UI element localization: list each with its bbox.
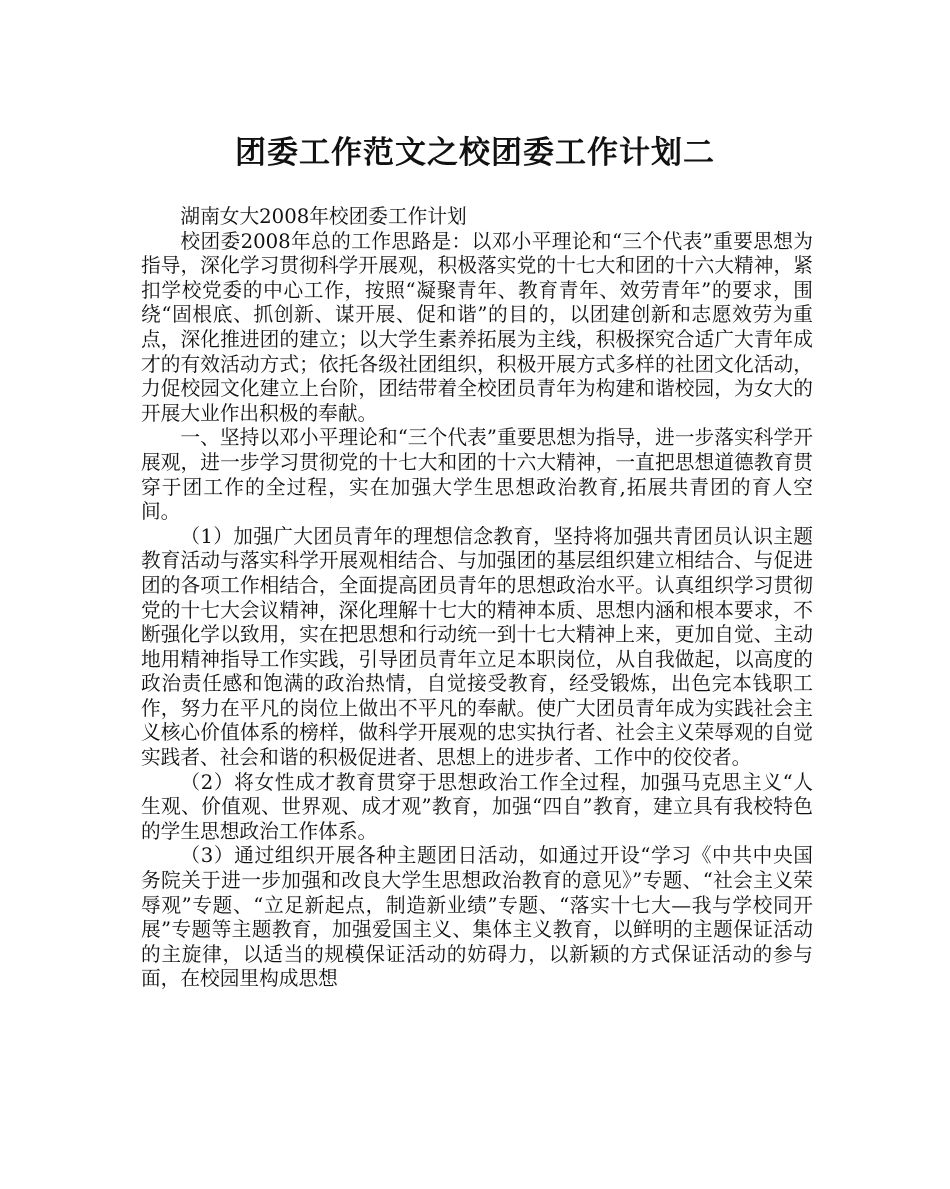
paragraph-overall-approach: 校团委2008年总的工作思路是：以邓小平理论和“三个代表”重要思想为指导，深化学习贯彻科学开展观，积极落实党的十七大和团的十六大精神，紧扣学校党委的中心工作，按照“凝聚青年、教育青年、效劳青年”的要求，围绕“固根底、抓创新、谋开展、促和谐”的目的，以团建创新和志愿效劳为重点，深化推进团的建立；以大学生素养拓展为主线，积极探究合适广大青年成才的有效活动方式；依托各级社团组织，积极开展方式多样的社团文化活动，力促校园文化建立上台阶，团结带着全校团员青年为构建和谐校园，为女大的开展大业作出积极的奉献。 bbox=[141, 229, 813, 425]
document-body bbox=[141, 205, 813, 992]
paragraph-item-3: （3）通过组织开展各种主题团日活动，如通过开设“学习《中共中央国务院关于进一步加强和改良大学生思想政治教育的意见》”专题、“社会主义荣辱观”专题、“立足新起点，制造新业绩”专题、“落实十七大—我与学校同开展”专题等主题教育，加强爱国主义、集体主义教育，以鲜明的主题保证活动的主旋律，以适当的规模保证活动的妨碍力，以新颖的方式保证活动的参与面，在校园里构成思想 bbox=[141, 844, 813, 991]
paragraph-item-1: （1）加强广大团员青年的理想信念教育，坚持将加强共青团员认识主题教育活动与落实科学开展观相结合、与加强团的基层组织建立相结合、与促进团的各项工作相结合，全面提高团员青年的思想政治水平。认真组织学习贯彻党的十七大会议精神，深化理解十七大的精神本质、思想内涵和根本要求，不断强化学以致用，实在把思想和行动统一到十七大精神上来，更加自觉、主动地用精神指导工作实践，引导团员青年立足本职岗位，从自我做起，以高度的政治责任感和饱满的政治热情，自觉接受教育，经受锻炼，出色完本钱职工作，努力在平凡的岗位上做出不平凡的奉献。使广大团员青年成为实践社会主义核心价值体系的榜样，做科学开展观的忠实执行者、社会主义荣辱观的自觉实践者、社会和谐的积极促进者、思想上的进步者、工作中的佼佼者。 bbox=[141, 524, 813, 770]
document-title: 团委工作范文之校团委工作计划二 bbox=[235, 135, 715, 171]
paragraph-item-2: （2）将女性成才教育贯穿于思想政治工作全过程，加强马克思主义“人生观、价值观、世界观、成才观”教育，加强“四自”教育，建立具有我校特色的学生思想政治工作体系。 bbox=[141, 770, 813, 843]
paragraph-school-plan-heading: 湖南女大2008年校团委工作计划 bbox=[180, 205, 467, 228]
paragraph-section-one: 一、坚持以邓小平理论和“三个代表”重要思想为指导，进一步落实科学开展观，进一步学习贯彻党的十七大和团的十六大精神，一直把思想道德教育贯穿于团工作的全过程，实在加强大学生思想政治教育,拓展共青团的育人空间。 bbox=[141, 426, 813, 524]
